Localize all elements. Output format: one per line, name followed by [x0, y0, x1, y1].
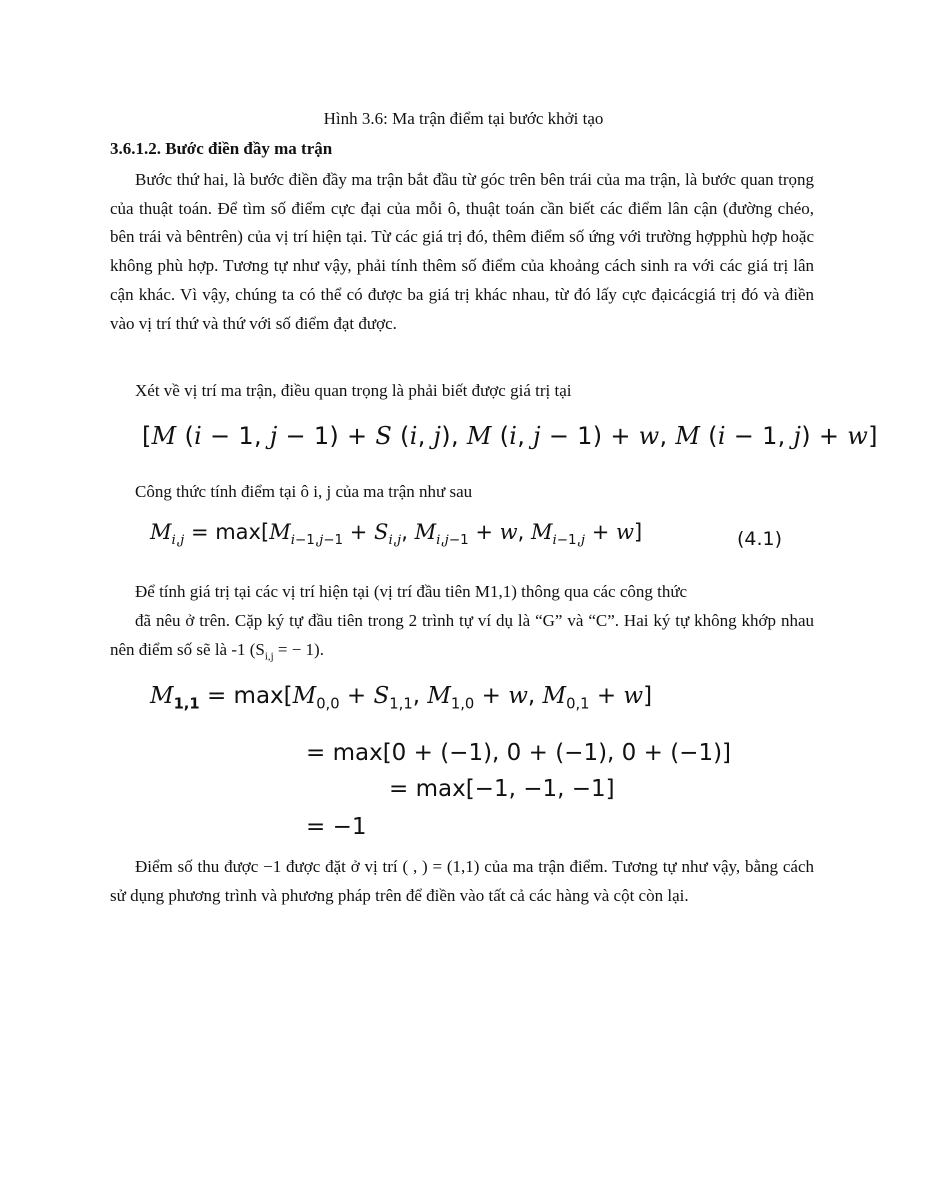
equation-number: (4.1)	[737, 528, 783, 550]
formula-neighbors: [M (i − 1, j − 1) + S (i, j), M (i, j − 1) + w, M (i − 1, j) + w]	[142, 422, 878, 450]
paragraph-fill-step: Bước thứ hai, là bước điền đầy ma trận bắt đầu từ góc trên bên trái của ma trận, là bước quan trọng của thuật toán. Để tìm số điểm cực đại của mỗi ô, thuật toán cần biết các điểm lân cận (đường chéo, bên trái và bêntrên) của vị trí hiện tại. Từ các giá trị đó, thêm điểm số ứng với trường hợpphù hợp hoặc không phù hợp. Tương tự như vậy, phải tính thêm số điểm của khoảng cách sinh ra với các giá trị lân cận khác. Vì vậy, chúng ta có thể có được ba giá trị khác nhau, từ đó lấy cực đạicácgiá trị đó và điền vào vị trí thứ và thứ với số điểm đạt được.	[110, 170, 814, 333]
figure-caption: Hình 3.6: Ma trận điểm tại bước khởi tạo	[323, 109, 604, 128]
formula-m11-line1: $M_{1,1} = \max[M_{0,0} + S_{1,1}$, $M_{1,0} + w$, $M_{0,1} + w$]	[150, 683, 653, 713]
paragraph-first-position-text: đã nêu ở trên. Cặp ký tự đầu tiên trong 2 trình tự ví dụ là “G” và “C”. Hai ký tự không khớp nhau nên điểm số sẽ là -1 (S	[110, 611, 814, 659]
formula-m11-line3: = max[−1, −1, −1]	[389, 776, 615, 802]
formula-recurrence: $M_{i,j} = \max[M_{i-1,j-1} + S_{i,j}$, $M_{i,j-1} + w$, $M_{i-1,j} + w$]	[150, 520, 643, 549]
paragraph-first-position-end: = − 1).	[273, 639, 324, 659]
paragraph-result: Điểm số thu được −1 được đặt ở vị trí ( , ) = (1,1) của ma trận điểm. Tương tự như vậy, bằng cách sử dụng phương trình và phương pháp trên để điền vào tất cả các hàng và cột còn lại.	[110, 857, 814, 905]
paragraph-matrix-position: Xét về vị trí ma trận, điều quan trọng là phải biết được giá trị tại	[135, 381, 572, 400]
paragraph-cell-formula: Công thức tính điểm tại ô i, j của ma trận như sau	[135, 482, 473, 501]
section-heading: 3.6.1.2. Bước điền đầy ma trận	[110, 139, 333, 158]
formula-m11-line4: = −1	[306, 814, 367, 840]
formula-m11-line2: = max[0 + (−1), 0 + (−1), 0 + (−1)]	[306, 740, 732, 766]
paragraph-first-position	[110, 607, 814, 671]
paragraph-first-position-line1: Để tính giá trị tại các vị trí hiện tại (vị trí đầu tiên M1,1) thông qua các công thức	[135, 582, 688, 601]
subscript-ij: i,j	[264, 650, 274, 663]
